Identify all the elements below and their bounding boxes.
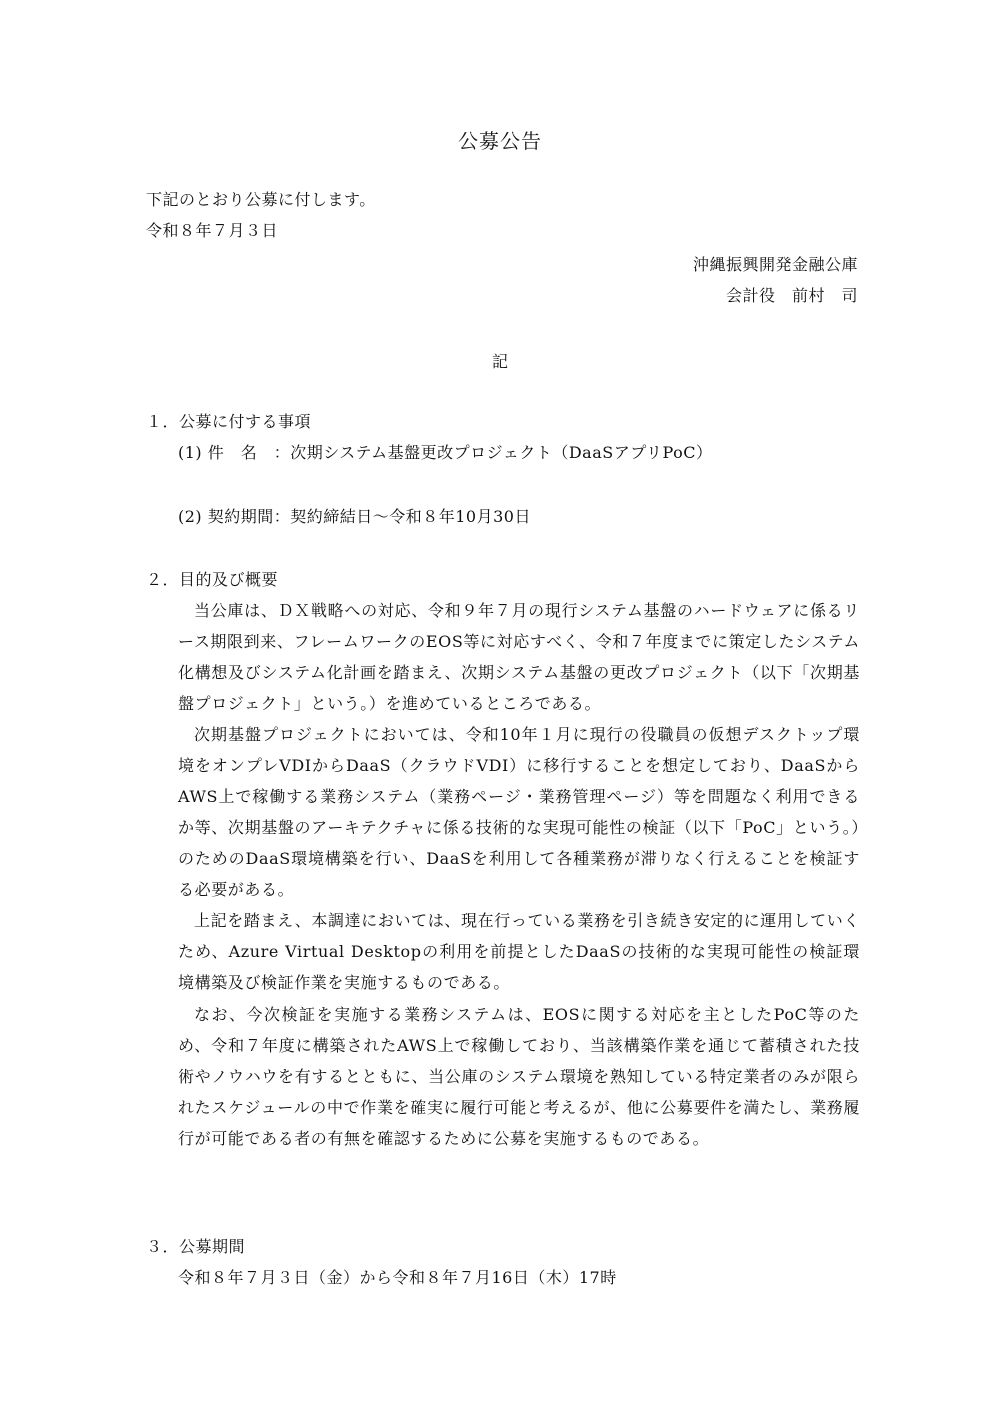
section-3-heading: ３．公募期間 xyxy=(146,1237,246,1256)
intro-text: 下記のとおり公募に付します。 xyxy=(146,190,376,209)
section-2-paragraph-1: 当公庫は、ＤＸ戦略への対応、令和９年７月の現行システム基盤のハードウェアに係るリース期限到来、フレームワークのEOS等に対応すべく、令和７年度までに策定したシステム化構想及びシステム化計画を踏まえ、次期システム基盤の更改プロジェクト（以下「次期基盤プロジェクト」という。）を進めているところである。 xyxy=(178,601,860,713)
section-2-paragraph-3: 上記を踏まえ、本調達においては、現在行っている業務を引き続き安定的に運用していくため、Azure Virtual Desktopの利用を前提としたDaaSの技術的な実現可能性の検証環境構築及び検証作業を実施するものである。 xyxy=(178,911,860,992)
section-3-period: 令和８年７月３日（金）から令和８年７月16日（木）17時 xyxy=(178,1268,617,1287)
issuer-organization: 沖縄振興開発金融公庫 xyxy=(692,255,858,274)
section-1-item-subject: (1) 件 名 ：次期システム基盤更改プロジェクト（DaaSアプリPoC） xyxy=(178,443,713,462)
section-2-paragraph-4: なお、今次検証を実施する業務システムは、EOSに関する対応を主としたPoC等のため、令和７年度に構築されたAWS上で稼働しており、当該構築作業を通じて蓄積された技術やノウハウを有するとともに、当公庫のシステム環境を熟知している特定業者のみが限られたスケジュールの中で作業を確実に履行可能と考えるが、他に公募要件を満たし、業務履行が可能である者の有無を確認するために公募を実施するものである。 xyxy=(178,1005,860,1148)
section-1-heading: １．公募に付する事項 xyxy=(146,412,312,431)
ki-mark: 記 xyxy=(491,352,508,371)
notice-date: 令和８年７月３日 xyxy=(146,221,279,240)
section-2-paragraph-2: 次期基盤プロジェクトにおいては、令和10年１月に現行の役職員の仮想デスクトップ環境をオンプレVDIからDaaS（クラウドVDI）に移行することを想定しており、DaaSからAWS上で稼働する業務システム（業務ページ・業務管理ページ）等を問題なく利用できるか等、次期基盤のアーキテクチャに係る技術的な実現可能性の検証（以下「PoC」という。）のためのDaaS環境構築を行い、DaaSを利用して各種業務が滞りなく行えることを検証する必要がある。 xyxy=(178,725,860,899)
issuer-person: 会計役 前村 司 xyxy=(725,286,858,305)
document-title: 公募公告 xyxy=(458,129,542,153)
section-1-item-contract-period: (2) 契約期間：契約締結日～令和８年10月30日 xyxy=(178,507,531,526)
section-2-heading: ２．目的及び概要 xyxy=(146,570,279,589)
